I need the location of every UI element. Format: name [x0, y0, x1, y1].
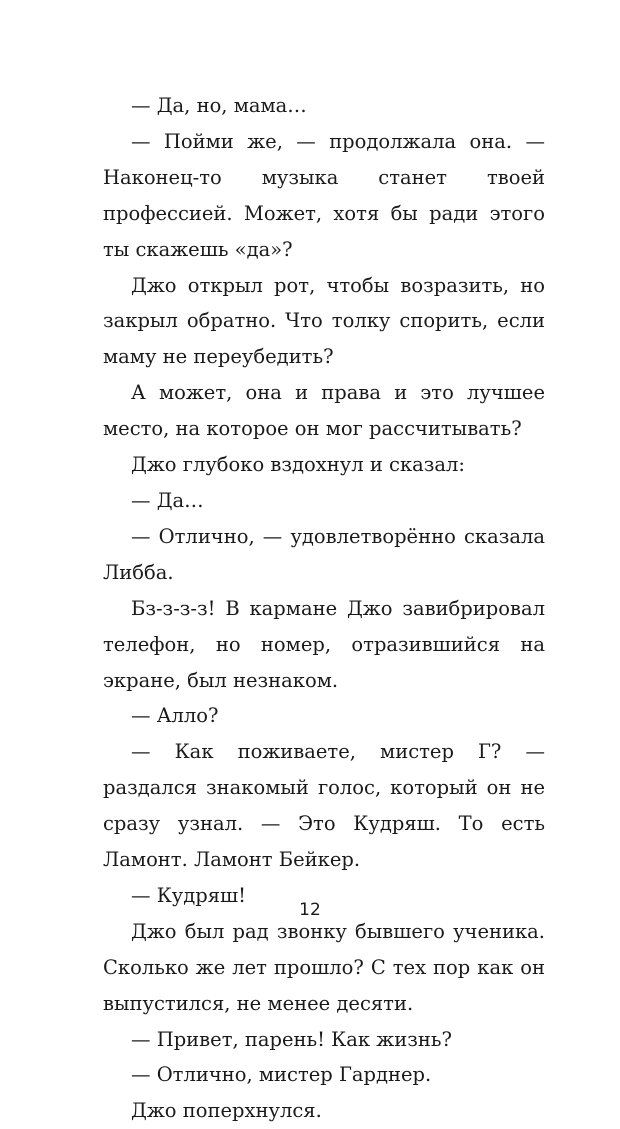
paragraph: — Отлично, — удовлетворённо сказала Либба. — [103, 524, 545, 584]
paragraph: Джо был рад звонку бывшего ученика. Сколько же лет прошло? С тех пор как он выпустился, не менее десяти. — [103, 919, 545, 1015]
paragraph: — Как поживаете, мистер Г? — раздался знакомый голос, который он не сразу узнал. — Это Кудряш. То есть Ламонт. Ламонт Бейкер. — [103, 740, 545, 872]
paragraph: — Да… — [131, 488, 204, 512]
paragraph: Бз-з-з-з! В кармане Джо завибрировал телефон, но номер, отразившийся на экране, был незнаком. — [103, 596, 545, 692]
body-text — [103, 88, 545, 1129]
paragraph: — Пойми же, — продолжала она. — Наконец-то музыка станет твоей профессией. Может, хотя бы ради этого ты скажешь «да»? — [103, 129, 545, 261]
paragraph: Джо глубоко вздохнул и сказал: — [131, 453, 465, 477]
paragraph: — Кудряш! — [131, 883, 247, 907]
paragraph: А может, она и права и это лучшее место, на которое он мог рассчитывать? — [103, 381, 545, 441]
page-number: 12 — [299, 900, 321, 920]
paragraph: — Алло? — [131, 704, 219, 728]
paragraph: — Да, но, мама… — [131, 94, 307, 117]
paragraph: — Привет, парень! Как жизнь? — [131, 1027, 452, 1051]
paragraph: — Отлично, мистер Гарднер. — [131, 1063, 432, 1087]
paragraph: Джо открыл рот, чтобы возразить, но закрыл обратно. Что толку спорить, если маму не переубедить? — [103, 273, 545, 369]
paragraph: Джо поперхнулся. — [131, 1099, 322, 1123]
